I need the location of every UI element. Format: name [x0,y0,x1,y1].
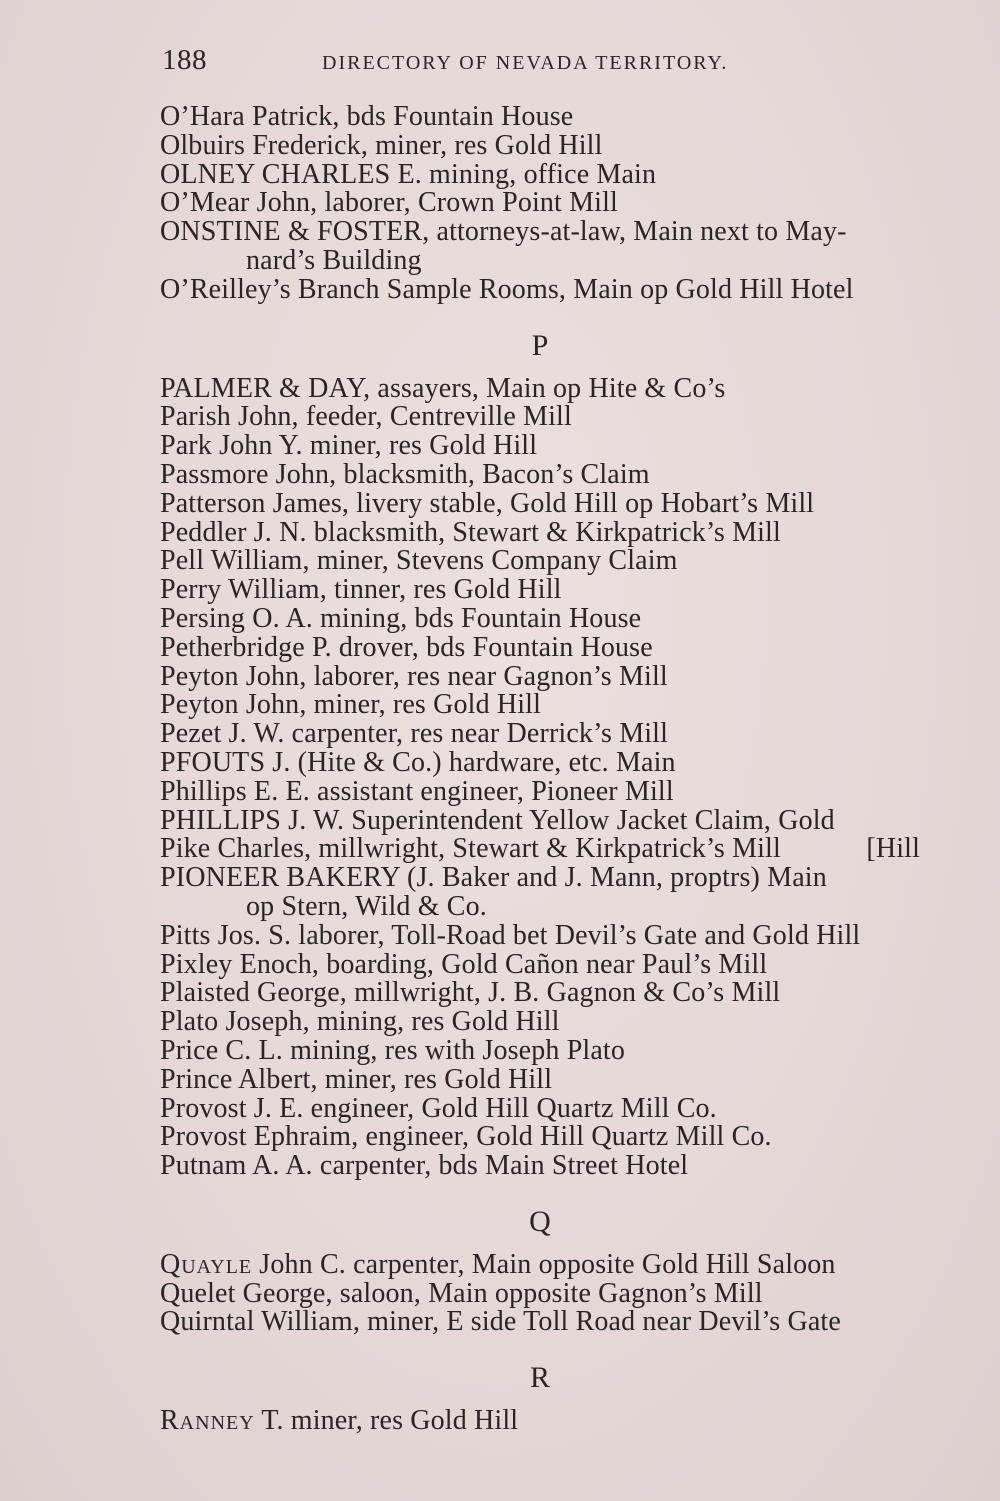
entry-surname: Ranney [160,1405,255,1437]
directory-entry: Peddler J. N. blacksmith, Stewart & Kirkpatrick’s Mill [160,516,781,548]
directory-listing [160,103,930,1436]
directory-entry: Price C. L. mining, res with Joseph Plato [160,1034,626,1066]
directory-entry: Prince Albert, miner, res Gold Hill [160,1063,553,1095]
directory-entry: PALMER & DAY, assayers, Main op Hite & Co’s [160,372,726,404]
section-letter-p: P [531,328,549,362]
directory-entry: Peyton John, laborer, res near Gagnon’s Mill [160,660,668,692]
section-spacer [160,1181,930,1207]
section-spacer [160,305,930,331]
directory-entry: Provost J. E. engineer, Gold Hill Quartz Mill Co. [160,1092,717,1124]
directory-entry: O’Mear John, laborer, Crown Point Mill [160,187,618,219]
directory-entry-continuation: op Stern, Wild & Co. [246,890,487,922]
directory-entry: Phillips E. E. assistant engineer, Pioneer Mill [160,775,674,807]
directory-entry-continuation: nard’s Building [246,244,422,276]
running-head: DIRECTORY OF NEVADA TERRITORY. [322,52,729,74]
directory-entry: Quelet George, saloon, Main opposite Gagnon’s Mill [160,1277,763,1309]
directory-entry: Pitts Jos. S. laborer, Toll-Road bet Devil’s Gate and Gold Hill [160,919,861,951]
directory-entry: Pixley Enoch, boarding, Gold Cañon near Paul’s Mill [160,948,768,980]
section-letter-q: Q [529,1204,551,1238]
section-spacer [160,1337,930,1363]
section-letter-r: R [529,1361,550,1395]
directory-entry: O’Reilley’s Branch Sample Rooms, Main op Gold Hill Hotel [160,273,854,305]
directory-entry: Olbuirs Frederick, miner, res Gold Hill [160,129,603,161]
directory-entry: O’Hara Patrick, bds Fountain House [160,101,574,132]
entry-surname: Quayle [160,1248,253,1280]
directory-entry: Quirntal William, miner, E side Toll Road near Devil’s Gate [160,1306,841,1338]
directory-entry: PFOUTS J. (Hite & Co.) hardware, etc. Main [160,746,676,778]
directory-entry: ONSTINE & FOSTER, attorneys-at-law, Main next to May- [160,216,847,248]
page-number: 188 [162,44,207,76]
directory-entry: Patterson James, livery stable, Gold Hill op Hobart’s Mill [160,487,815,519]
directory-entry: PHILLIPS J. W. Superintendent Yellow Jacket Claim, Gold [160,804,835,836]
directory-entry: Petherbridge P. drover, bds Fountain House [160,631,653,663]
directory-entry: Park John Y. miner, res Gold Hill [160,430,538,462]
directory-entry [160,835,930,864]
directory-entry: Parish John, feeder, Centreville Mill [160,401,572,433]
entry-text: John C. carpenter, Main opposite Gold Hill Saloon [252,1248,836,1280]
directory-entry: Plaisted George, millwright, J. B. Gagnon & Co’s Mill [160,977,781,1009]
directory-entry: OLNEY CHARLES E. mining, office Main [160,158,657,190]
directory-entry: Provost Ephraim, engineer, Gold Hill Quartz Mill Co. [160,1121,772,1153]
page-header [162,44,802,84]
directory-entry: Persing O. A. mining, bds Fountain House [160,602,642,634]
directory-entry: Passmore John, blacksmith, Bacon’s Claim [160,458,650,490]
directory-entry [160,1248,930,1280]
entry-text: Pike Charles, millwright, Stewart & Kirkpatrick’s Mill [160,833,781,865]
directory-entry: Perry William, tinner, res Gold Hill [160,574,562,606]
directory-entry: Pezet J. W. carpenter, res near Derrick’s Mill [160,718,669,750]
directory-entry: PIONEER BAKERY (J. Baker and J. Mann, proptrs) Main [160,862,827,894]
directory-entry: Putnam A. A. carpenter, bds Main Street Hotel [160,1150,689,1182]
directory-entry: Peyton John, miner, res Gold Hill [160,689,542,721]
entry-overflow-text: [Hill [866,833,920,865]
directory-entry: Plato Joseph, mining, res Gold Hill [160,1006,560,1038]
directory-entry: Pell William, miner, Stevens Company Claim [160,545,678,577]
entry-text: T. miner, res Gold Hill [254,1405,519,1437]
directory-entry [160,1407,930,1436]
